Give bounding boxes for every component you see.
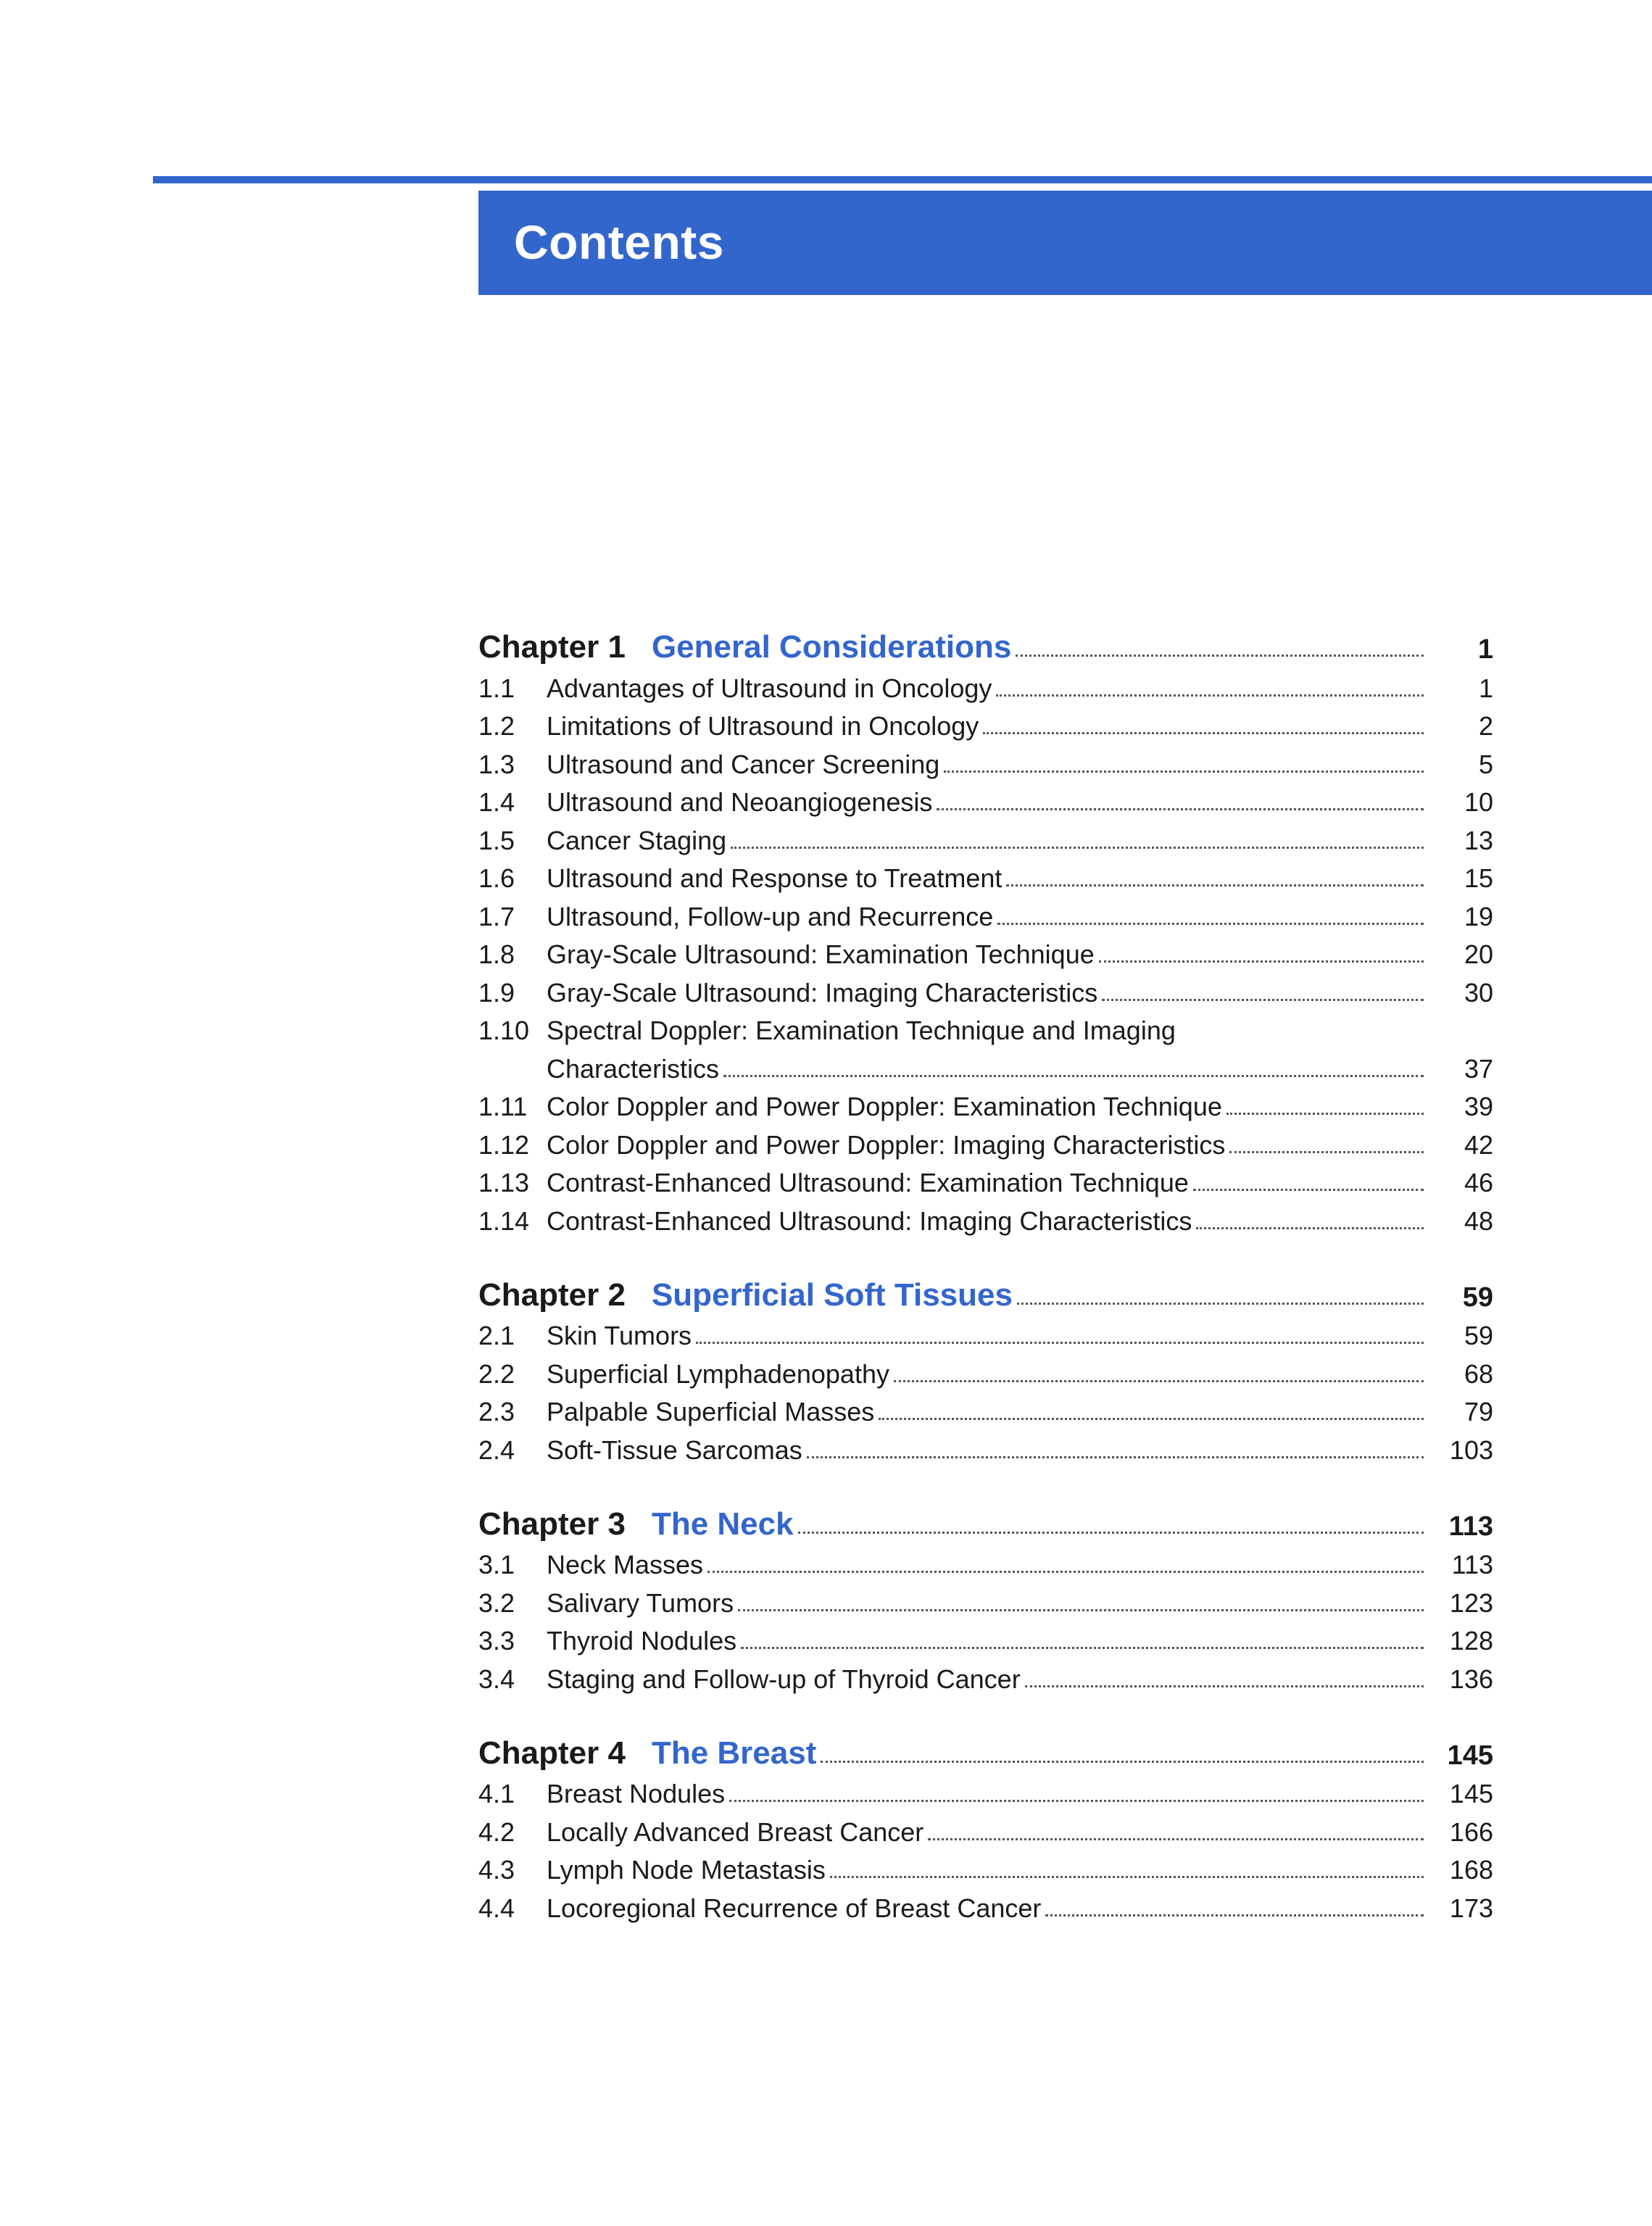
section-number: 1.11 xyxy=(478,1092,528,1121)
dot-leader xyxy=(997,923,1424,925)
section-number: 3.3 xyxy=(478,1626,515,1656)
dot-leader xyxy=(723,1075,1424,1077)
table-of-contents xyxy=(478,620,1493,1955)
section-number: 1.14 xyxy=(478,1205,530,1236)
chapter-3 xyxy=(478,1497,1493,1693)
section-number: 2.3 xyxy=(478,1397,515,1426)
dot-leader xyxy=(729,1800,1424,1802)
contents-header-band xyxy=(478,191,1652,295)
section-title[interactable]: Thyroid Nodules xyxy=(547,1626,737,1656)
chapter-page-number: 113 xyxy=(1448,1511,1493,1542)
dot-leader xyxy=(1016,655,1424,657)
chapter-title[interactable]: General Considerations xyxy=(651,629,1012,665)
section-title[interactable]: Ultrasound and Cancer Screening xyxy=(547,749,940,779)
toc-entry[interactable] xyxy=(478,663,1493,702)
chapter-page-number: 145 xyxy=(1447,1740,1493,1771)
section-page-number: 128 xyxy=(1449,1626,1493,1656)
chapter-title[interactable]: The Breast xyxy=(651,1735,817,1771)
dot-leader xyxy=(1006,884,1424,886)
section-page-number: 145 xyxy=(1449,1779,1493,1808)
dot-leader xyxy=(731,847,1424,849)
toc-entry[interactable] xyxy=(478,1578,1493,1616)
chapter-4 xyxy=(478,1726,1493,1922)
dot-leader xyxy=(1229,1151,1424,1153)
section-title[interactable]: Neck Masses xyxy=(547,1550,704,1579)
toc-entry[interactable] xyxy=(478,1006,1493,1045)
section-title[interactable]: Staging and Follow-up of Thyroid Cancer xyxy=(547,1664,1021,1694)
chapter-page-number: 59 xyxy=(1462,1282,1493,1313)
section-title[interactable]: Ultrasound and Response to Treatment xyxy=(547,863,1003,893)
section-page-number: 123 xyxy=(1449,1587,1493,1618)
section-page-number: 166 xyxy=(1449,1816,1493,1847)
chapter-label: Chapter 4 xyxy=(478,1735,626,1771)
section-title[interactable]: Ultrasound, Follow-up and Recurrence xyxy=(547,901,994,931)
header-rule xyxy=(153,176,1652,183)
toc-entry[interactable] xyxy=(478,778,1493,816)
dot-leader xyxy=(1196,1227,1424,1229)
dot-leader xyxy=(807,1456,1424,1458)
toc-entry[interactable] xyxy=(478,1769,1493,1808)
dot-leader xyxy=(1226,1113,1424,1115)
section-number: 1.6 xyxy=(478,863,515,893)
section-title[interactable]: Superficial Lymphadenopathy xyxy=(547,1358,889,1389)
section-title[interactable]: Lymph Node Metastasis xyxy=(547,1855,826,1885)
section-number: 4.2 xyxy=(478,1816,515,1847)
dot-leader xyxy=(696,1342,1424,1344)
dot-leader xyxy=(1045,1914,1424,1916)
chapter-label: Chapter 3 xyxy=(478,1506,626,1542)
toc-entry[interactable] xyxy=(478,1387,1493,1426)
chapter-label: Chapter 1 xyxy=(478,629,626,665)
section-page-number: 68 xyxy=(1464,1358,1493,1389)
section-page-number: 13 xyxy=(1464,825,1493,855)
section-title[interactable]: Spectral Doppler: Examination Technique and Imaging xyxy=(547,1016,1176,1045)
section-title[interactable]: Gray-Scale Ultrasound: Examination Technique xyxy=(547,939,1095,969)
section-title[interactable]: Advantages of Ultrasound in Oncology xyxy=(547,673,992,703)
chapter-title[interactable]: The Neck xyxy=(651,1506,794,1542)
section-title[interactable]: Limitations of Ultrasound in Oncology xyxy=(547,711,979,741)
section-number: 1.5 xyxy=(478,825,515,855)
section-number: 4.1 xyxy=(478,1779,515,1808)
dot-leader xyxy=(1017,1303,1424,1305)
toc-entry[interactable] xyxy=(478,1425,1493,1463)
section-title[interactable]: Ultrasound and Neoangiogenesis xyxy=(547,787,933,817)
section-page-number: 113 xyxy=(1451,1550,1493,1579)
section-number: 1.2 xyxy=(478,711,515,741)
section-title[interactable]: Salivary Tumors xyxy=(547,1587,734,1618)
toc-entry[interactable] xyxy=(478,968,1493,1006)
section-number: 3.2 xyxy=(478,1587,515,1618)
section-title[interactable]: Palpable Superficial Masses xyxy=(547,1397,875,1426)
section-page-number: 48 xyxy=(1464,1205,1493,1236)
dot-leader xyxy=(1102,999,1424,1001)
section-page-number: 37 xyxy=(1464,1053,1493,1084)
toc-entry[interactable] xyxy=(478,1158,1493,1197)
section-page-number: 5 xyxy=(1478,749,1493,779)
section-page-number: 46 xyxy=(1464,1168,1493,1197)
section-title[interactable]: Breast Nodules xyxy=(547,1779,726,1808)
dot-leader xyxy=(707,1571,1424,1573)
dot-leader xyxy=(830,1876,1424,1878)
chapter-heading[interactable] xyxy=(478,620,1493,663)
section-page-number: 1 xyxy=(1478,673,1493,703)
section-title[interactable]: Color Doppler and Power Doppler: Examination Technique xyxy=(547,1092,1222,1121)
section-title[interactable]: Gray-Scale Ultrasound: Imaging Characteristics xyxy=(547,977,1098,1008)
dot-leader xyxy=(821,1761,1424,1763)
chapter-title[interactable]: Superficial Soft Tissues xyxy=(651,1276,1013,1313)
section-page-number: 103 xyxy=(1449,1434,1493,1465)
page-title: Contents xyxy=(514,215,724,269)
toc-entry[interactable] xyxy=(478,854,1493,892)
toc-entry[interactable] xyxy=(478,892,1493,930)
section-page-number: 79 xyxy=(1464,1397,1493,1426)
section-number: 1.13 xyxy=(478,1168,530,1197)
section-page-number: 19 xyxy=(1464,901,1493,931)
section-page-number: 2 xyxy=(1478,711,1493,741)
section-number: 4.4 xyxy=(478,1893,515,1923)
section-title[interactable]: Locally Advanced Breast Cancer xyxy=(547,1816,924,1847)
chapter-heading[interactable] xyxy=(478,1497,1493,1540)
section-page-number: 168 xyxy=(1449,1855,1493,1885)
section-number: 1.4 xyxy=(478,787,515,817)
section-page-number: 173 xyxy=(1449,1893,1493,1923)
dot-leader xyxy=(1025,1685,1424,1687)
chapter-heading[interactable] xyxy=(478,1726,1493,1769)
section-title[interactable]: Locoregional Recurrence of Breast Cancer xyxy=(547,1893,1042,1923)
dot-leader xyxy=(1193,1189,1424,1191)
section-title[interactable]: Soft-Tissue Sarcomas xyxy=(547,1434,802,1465)
section-title-continued[interactable]: Characteristics xyxy=(547,1053,720,1084)
section-title[interactable]: Color Doppler and Power Doppler: Imaging Characteristics xyxy=(547,1129,1226,1160)
section-number: 1.7 xyxy=(478,901,515,931)
section-title[interactable]: Contrast-Enhanced Ultrasound: Imaging Characteristics xyxy=(547,1205,1192,1236)
dot-leader xyxy=(937,808,1424,810)
dot-leader xyxy=(996,694,1424,697)
section-page-number: 30 xyxy=(1464,977,1493,1008)
toc-entry[interactable] xyxy=(478,1807,1493,1845)
toc-entry[interactable] xyxy=(478,1654,1493,1693)
toc-entry[interactable] xyxy=(478,930,1493,968)
section-number: 2.4 xyxy=(478,1434,515,1465)
section-title[interactable]: Contrast-Enhanced Ultrasound: Examination Technique xyxy=(547,1168,1189,1197)
dot-leader xyxy=(879,1418,1424,1420)
section-number: 1.8 xyxy=(478,939,515,969)
section-page-number: 20 xyxy=(1464,939,1493,969)
section-title[interactable]: Cancer Staging xyxy=(547,825,727,855)
toc-entry[interactable] xyxy=(478,1196,1493,1234)
section-page-number: 39 xyxy=(1464,1092,1493,1121)
toc-entry-continuation[interactable] xyxy=(478,1044,1493,1082)
section-number: 1.3 xyxy=(478,749,515,779)
chapter-label: Chapter 2 xyxy=(478,1276,626,1313)
toc-entry[interactable] xyxy=(478,1616,1493,1655)
dot-leader xyxy=(1099,960,1424,963)
section-number: 3.4 xyxy=(478,1664,515,1694)
toc-entry[interactable] xyxy=(478,1540,1493,1579)
section-number: 1.12 xyxy=(478,1129,530,1160)
toc-entry[interactable] xyxy=(478,1082,1493,1121)
dot-leader xyxy=(741,1647,1424,1649)
toc-entry[interactable] xyxy=(478,1845,1493,1884)
toc-entry[interactable] xyxy=(478,1311,1493,1350)
toc-entry[interactable] xyxy=(478,815,1493,854)
section-number: 2.1 xyxy=(478,1321,515,1350)
toc-entry[interactable] xyxy=(478,1120,1493,1158)
section-page-number: 15 xyxy=(1464,863,1493,893)
section-page-number: 42 xyxy=(1464,1129,1493,1160)
dot-leader xyxy=(798,1532,1424,1534)
dot-leader xyxy=(928,1838,1424,1840)
chapter-page-number: 1 xyxy=(1477,634,1493,665)
section-number: 1.9 xyxy=(478,977,515,1008)
chapter-1 xyxy=(478,620,1493,1234)
toc-entry[interactable] xyxy=(478,1883,1493,1922)
section-title[interactable]: Skin Tumors xyxy=(547,1321,692,1350)
section-number: 1.10 xyxy=(478,1016,530,1045)
section-page-number: 59 xyxy=(1464,1321,1493,1350)
section-number: 1.1 xyxy=(478,673,515,703)
section-page-number: 10 xyxy=(1464,787,1493,817)
dot-leader xyxy=(983,732,1424,734)
toc-entry[interactable] xyxy=(478,702,1493,740)
dot-leader xyxy=(894,1380,1424,1382)
section-number: 4.3 xyxy=(478,1855,515,1885)
dot-leader xyxy=(944,771,1424,773)
section-number: 3.1 xyxy=(478,1550,515,1579)
section-number: 2.2 xyxy=(478,1358,515,1389)
chapter-2 xyxy=(478,1268,1493,1463)
toc-entry[interactable] xyxy=(478,739,1493,778)
dot-leader xyxy=(738,1609,1424,1611)
toc-entry[interactable] xyxy=(478,1349,1493,1387)
chapter-heading[interactable] xyxy=(478,1268,1493,1311)
section-page-number: 136 xyxy=(1449,1664,1493,1694)
